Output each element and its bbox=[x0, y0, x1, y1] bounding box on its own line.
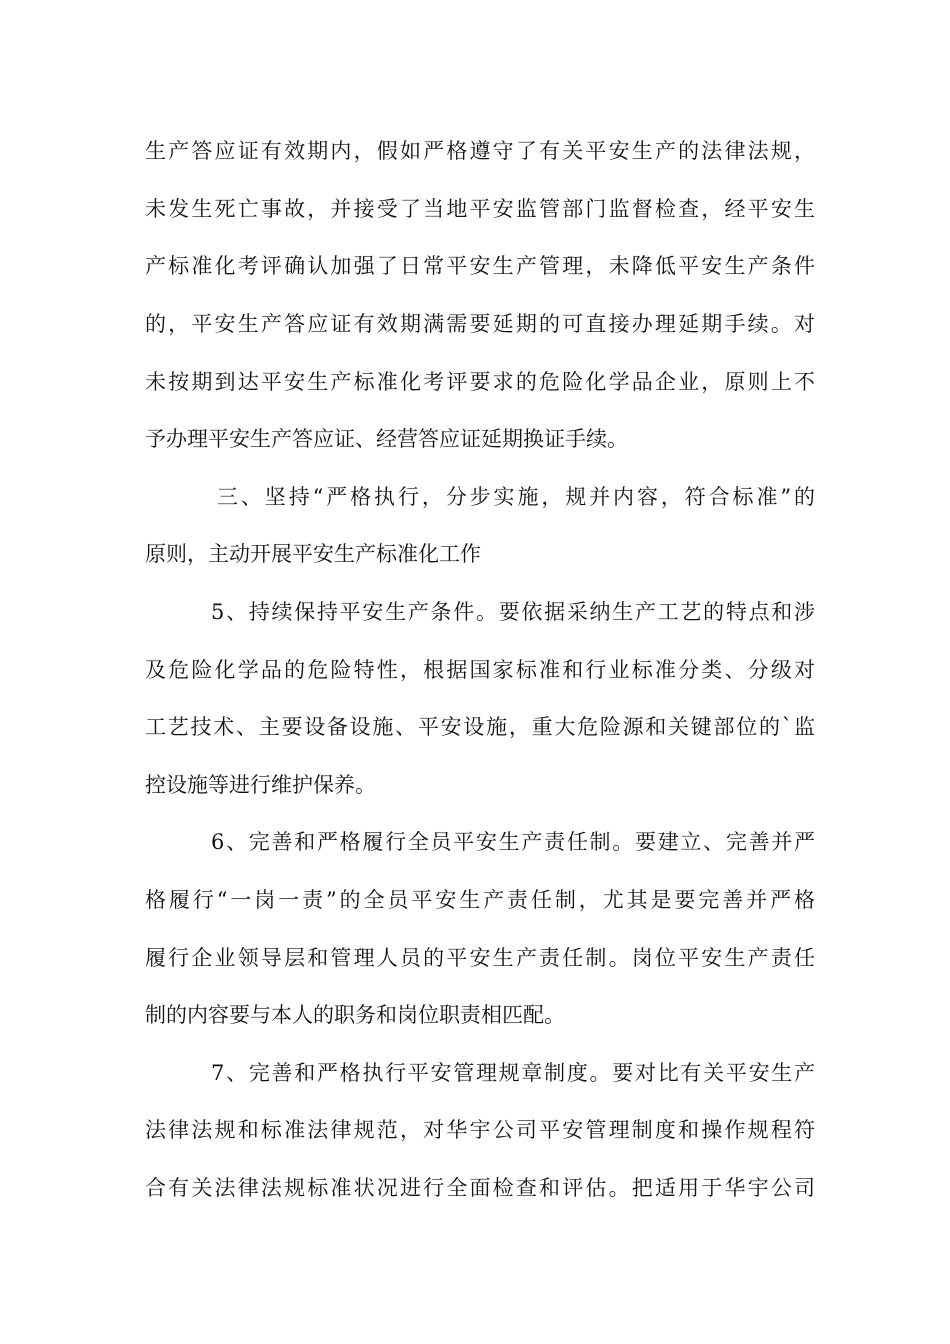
section-heading-line: 三、坚持“严格执行，分步实施，规并内容，符合标准”的 bbox=[217, 485, 815, 509]
text-line: 合有关法律法规标准状况进行全面检查和评估。把适用于华宇公司 bbox=[145, 1176, 815, 1200]
text-line: 产标准化考评确认加强了日常平安生产管理，未降低平安生产条件 bbox=[145, 254, 815, 278]
text-line: 法律法规和标准法律规范，对华宇公司平安管理制度和操作规程符 bbox=[145, 1118, 815, 1142]
text-line: 生产答应证有效期内，假如严格遵守了有关平安生产的法律法规， bbox=[145, 139, 815, 163]
text-line: 制的内容要与本人的职务和岗位职责相匹配。 bbox=[145, 1003, 565, 1027]
text-line: 及危险化学品的危险特性，根据国家标准和行业标准分类、分级对 bbox=[145, 658, 815, 682]
text-line: 格履行“一岗一责”的全员平安生产责任制，尤其是要完善并严格 bbox=[145, 888, 815, 912]
text-line: 5、持续保持平安生产条件。要依据采纳生产工艺的特点和涉 bbox=[211, 600, 815, 624]
text-line: 6、完善和严格履行全员平安生产责任制。要建立、完善并严 bbox=[211, 830, 815, 854]
text-line: 的，平安生产答应证有效期满需要延期的可直接办理延期手续。对 bbox=[145, 312, 815, 336]
text-line: 7、完善和严格执行平安管理规章制度。要对比有关平安生产 bbox=[211, 1061, 815, 1085]
text-line: 未发生死亡事故，并接受了当地平安监管部门监督检查，经平安生 bbox=[145, 197, 815, 221]
text-line: 履行企业领导层和管理人员的平安生产责任制。岗位平安生产责任 bbox=[145, 946, 815, 970]
text-line: 工艺技术、主要设备设施、平安设施，重大危险源和关键部位的`监 bbox=[145, 715, 815, 739]
text-line: 予办理平安生产答应证、经营答应证延期换证手续。 bbox=[145, 427, 628, 451]
text-line: 控设施等进行维护保养。 bbox=[145, 773, 376, 797]
section-heading-line: 原则，主动开展平安生产标准化工作 bbox=[145, 542, 481, 566]
text-line: 未按期到达平安生产标准化考评要求的危险化学品企业，原则上不 bbox=[145, 370, 815, 394]
